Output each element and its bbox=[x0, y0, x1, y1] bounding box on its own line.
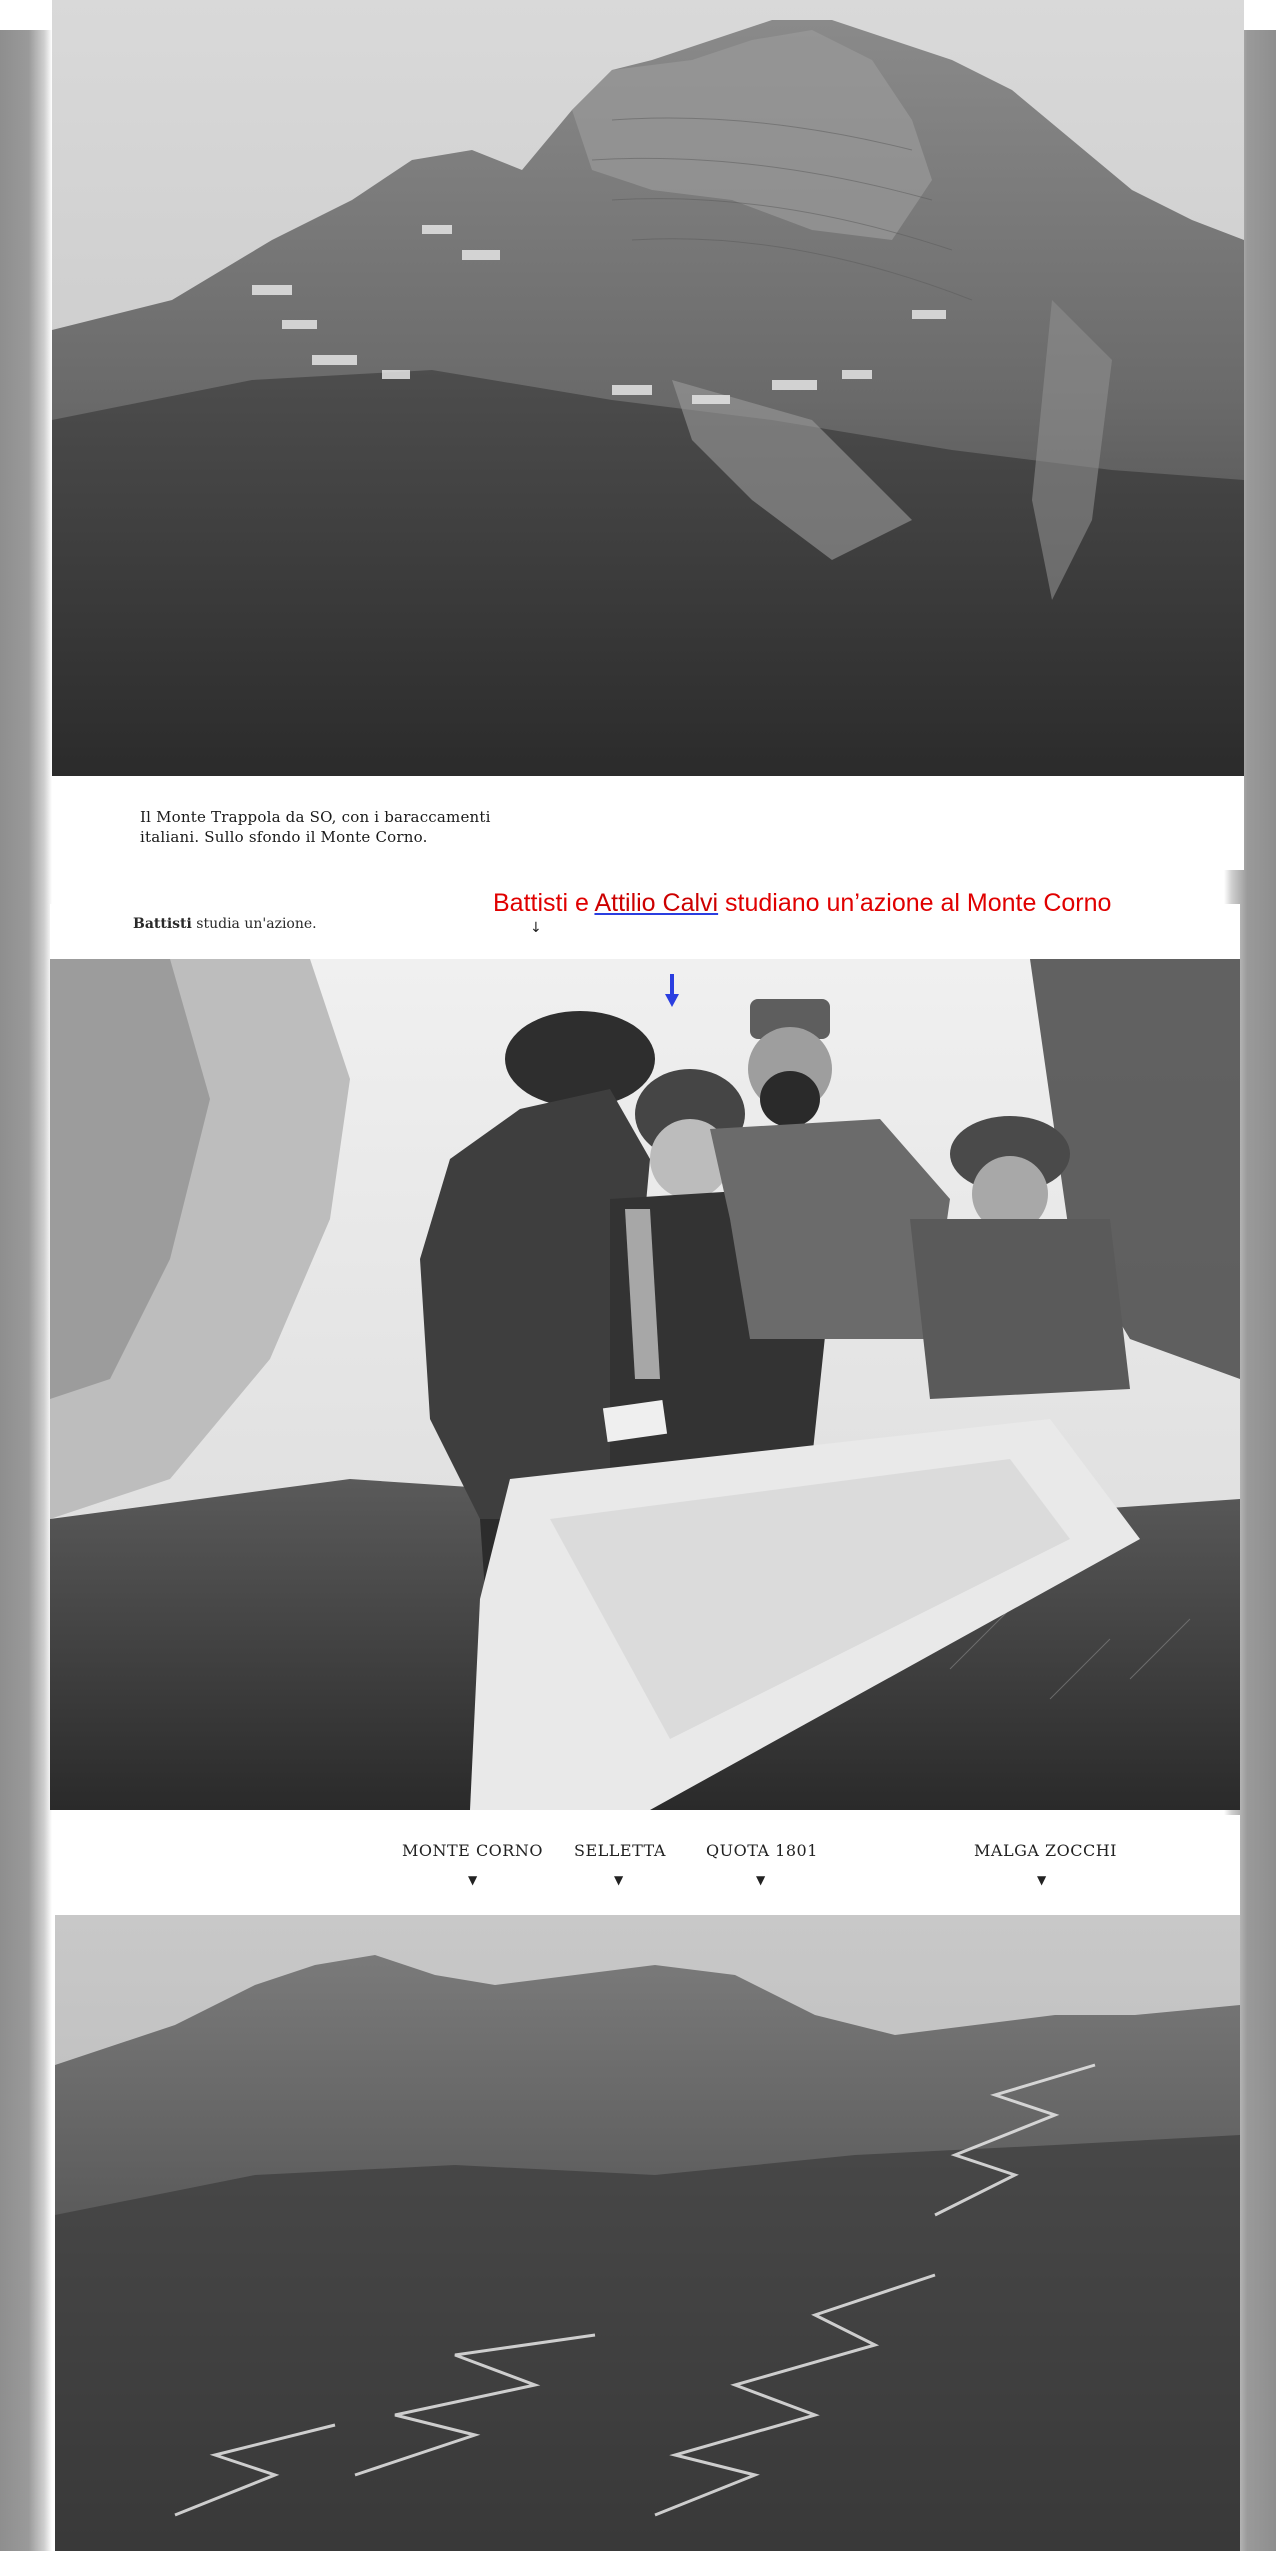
label-malga-zocchi: MALGA ZOCCHI bbox=[974, 1841, 1117, 1860]
annotation-text-end: studiano un’azione al Monte Corno bbox=[718, 889, 1112, 917]
arrow-down-icon: ▼ bbox=[468, 1873, 478, 1887]
label-selletta: SELLETTA bbox=[574, 1841, 666, 1860]
photo-caption-trappola bbox=[140, 807, 600, 847]
caption-line-2: italiani. Sullo sfondo il Monte Corno. bbox=[140, 828, 428, 846]
annotation-link-attilio-calvi[interactable]: Attilio Calvi bbox=[594, 889, 719, 917]
scan-page-middle bbox=[50, 904, 1240, 1810]
arrow-down-icon: ▼ bbox=[614, 1873, 624, 1887]
caption-arrow-icon: ↓ bbox=[530, 920, 542, 936]
annotation-text-start: Battisti e bbox=[493, 889, 595, 917]
page-shadow-left bbox=[0, 30, 52, 2551]
photo-panorama-monte-corno bbox=[55, 1915, 1240, 2551]
arrow-down-icon: ▼ bbox=[1037, 1873, 1047, 1887]
annotation-note bbox=[493, 889, 1111, 918]
panorama-labels bbox=[0, 1841, 1276, 1901]
arrow-down-icon: ▼ bbox=[756, 1873, 766, 1887]
photo-battisti-group bbox=[50, 959, 1240, 1810]
scan-page-bottom bbox=[55, 1815, 1240, 2551]
original-caption bbox=[133, 916, 317, 932]
label-quota-1801: QUOTA 1801 bbox=[706, 1841, 818, 1860]
label-monte-corno: MONTE CORNO bbox=[402, 1841, 543, 1860]
caption-line-1: Il Monte Trappola da SO, con i baraccamenti bbox=[140, 808, 491, 826]
photo-monte-trappola bbox=[52, 0, 1244, 776]
caption-name: Battisti bbox=[133, 916, 192, 932]
caption-text: studia un'azione. bbox=[196, 916, 317, 932]
scan-page-top bbox=[52, 0, 1244, 870]
blue-pointer-arrow-icon bbox=[664, 974, 680, 1008]
